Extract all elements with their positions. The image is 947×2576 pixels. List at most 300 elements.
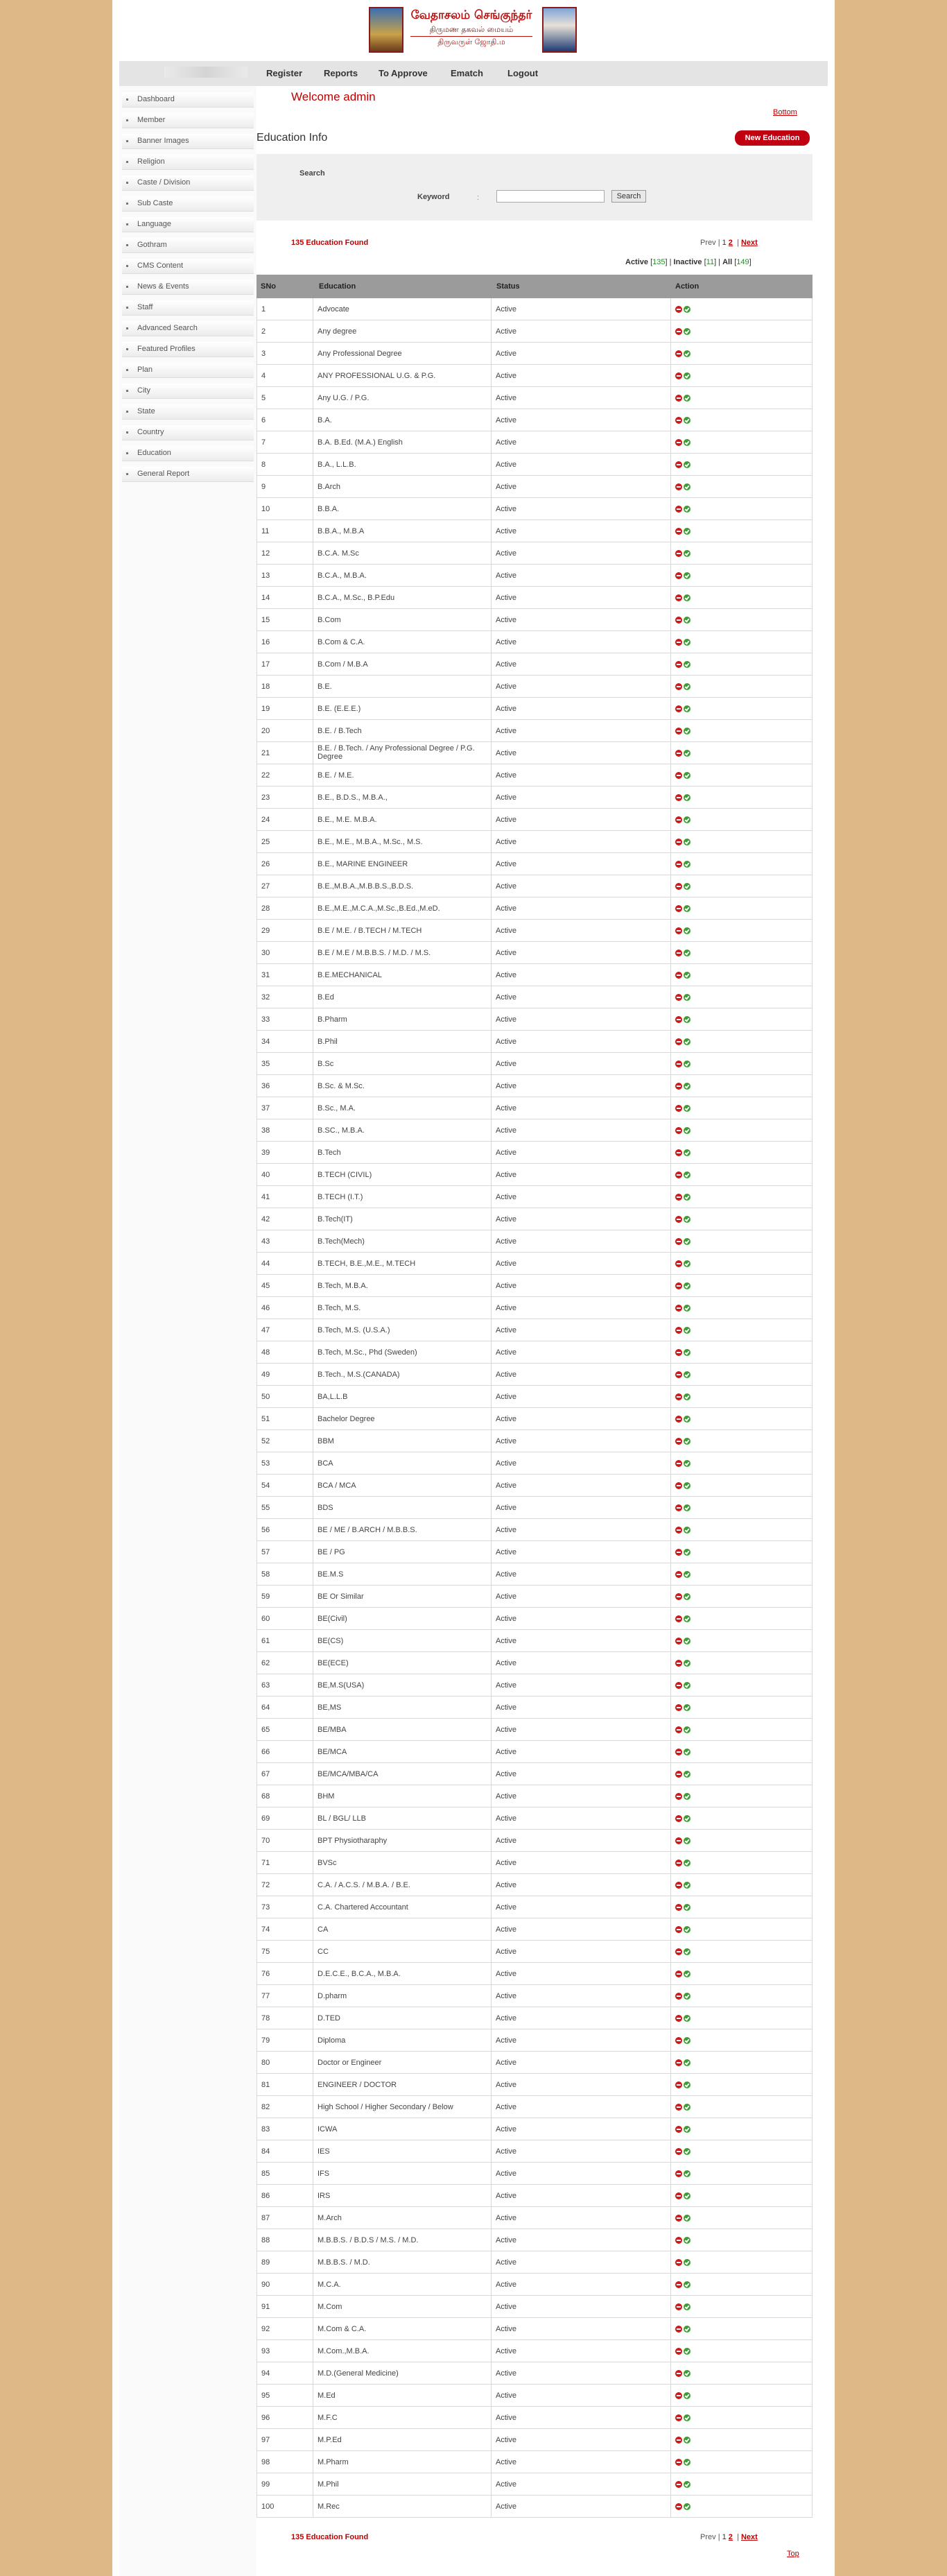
green-check-icon[interactable] bbox=[684, 705, 690, 712]
red-delete-icon[interactable] bbox=[675, 395, 682, 402]
red-delete-icon[interactable] bbox=[675, 1726, 682, 1733]
red-delete-icon[interactable] bbox=[675, 1149, 682, 1156]
red-delete-icon[interactable] bbox=[675, 1660, 682, 1667]
green-check-icon[interactable] bbox=[684, 1837, 690, 1844]
green-check-icon[interactable] bbox=[684, 728, 690, 735]
green-check-icon[interactable] bbox=[684, 994, 690, 1001]
green-check-icon[interactable] bbox=[684, 1504, 690, 1511]
red-delete-icon[interactable] bbox=[675, 1061, 682, 1067]
table-row bbox=[257, 1563, 813, 1586]
cell-education bbox=[313, 1164, 492, 1185]
red-delete-icon[interactable] bbox=[675, 772, 682, 779]
status-text: Active bbox=[496, 2458, 516, 2466]
green-check-icon[interactable] bbox=[684, 1615, 690, 1622]
next-link[interactable]: Next bbox=[740, 239, 758, 247]
red-delete-icon[interactable] bbox=[675, 1238, 682, 1245]
green-check-icon[interactable] bbox=[684, 2104, 690, 2111]
status-text: Active bbox=[496, 660, 516, 669]
green-check-icon[interactable] bbox=[684, 927, 690, 934]
cell-action bbox=[671, 2451, 812, 2473]
green-check-icon[interactable] bbox=[684, 2392, 690, 2399]
red-delete-icon[interactable] bbox=[675, 683, 682, 690]
green-check-icon[interactable] bbox=[684, 1970, 690, 1977]
red-delete-icon[interactable] bbox=[675, 1127, 682, 1134]
green-check-icon[interactable] bbox=[684, 1948, 690, 1955]
red-delete-icon[interactable] bbox=[675, 2392, 682, 2399]
cell-status bbox=[492, 942, 671, 963]
red-delete-icon[interactable] bbox=[675, 1948, 682, 1955]
red-delete-icon[interactable] bbox=[675, 705, 682, 712]
green-check-icon[interactable] bbox=[684, 572, 690, 579]
green-check-icon[interactable] bbox=[684, 750, 690, 757]
sidebar-item-banner-images[interactable] bbox=[119, 132, 257, 150]
sidebar-item-general-report[interactable] bbox=[119, 465, 257, 483]
red-delete-icon[interactable] bbox=[675, 1549, 682, 1556]
sidebar-item-sub-caste[interactable] bbox=[119, 194, 257, 212]
green-check-icon[interactable] bbox=[684, 1061, 690, 1067]
green-check-icon[interactable] bbox=[684, 1882, 690, 1889]
next-link[interactable]: Next bbox=[740, 2533, 758, 2541]
green-check-icon[interactable] bbox=[684, 1438, 690, 1445]
cell-status bbox=[492, 653, 671, 675]
cell-education bbox=[313, 1785, 492, 1807]
red-delete-icon[interactable] bbox=[675, 328, 682, 335]
green-check-icon[interactable] bbox=[684, 1238, 690, 1245]
red-delete-icon[interactable] bbox=[675, 661, 682, 668]
sidebar-item-religion[interactable] bbox=[119, 153, 257, 171]
green-check-icon[interactable] bbox=[684, 1926, 690, 1933]
green-check-icon[interactable] bbox=[684, 1726, 690, 1733]
nav-search-field[interactable] bbox=[164, 67, 247, 78]
education-text: M.Com.,M.B.A. bbox=[318, 2347, 370, 2355]
red-delete-icon[interactable] bbox=[675, 2414, 682, 2421]
green-check-icon[interactable] bbox=[684, 306, 690, 313]
cell-action bbox=[671, 1563, 812, 1585]
sidebar-item-gothram[interactable] bbox=[119, 236, 257, 254]
page-2-link[interactable]: 2 bbox=[728, 2533, 733, 2541]
cell-action bbox=[671, 1852, 812, 1873]
red-delete-icon[interactable] bbox=[675, 2281, 682, 2288]
sidebar-item-country[interactable] bbox=[119, 423, 257, 441]
green-check-icon[interactable] bbox=[684, 861, 690, 868]
red-delete-icon[interactable] bbox=[675, 2481, 682, 2488]
red-delete-icon[interactable] bbox=[675, 728, 682, 735]
green-check-icon[interactable] bbox=[684, 1815, 690, 1822]
education-text: BE(Civil) bbox=[318, 1615, 347, 1623]
sidebar-item-caste-division[interactable] bbox=[119, 173, 257, 191]
green-check-icon[interactable] bbox=[684, 950, 690, 956]
green-check-icon[interactable] bbox=[684, 905, 690, 912]
red-delete-icon[interactable] bbox=[675, 1771, 682, 1778]
red-delete-icon[interactable] bbox=[675, 816, 682, 823]
green-check-icon[interactable] bbox=[684, 1416, 690, 1423]
green-check-icon[interactable] bbox=[684, 1682, 690, 1689]
red-delete-icon[interactable] bbox=[675, 1882, 682, 1889]
red-delete-icon[interactable] bbox=[675, 1038, 682, 1045]
green-check-icon[interactable] bbox=[684, 2481, 690, 2488]
cell-sno bbox=[257, 720, 313, 741]
red-delete-icon[interactable] bbox=[675, 927, 682, 934]
red-delete-icon[interactable] bbox=[675, 1105, 682, 1112]
green-check-icon[interactable] bbox=[684, 1660, 690, 1667]
red-delete-icon[interactable] bbox=[675, 1970, 682, 1977]
welcome-text: Welcome admin bbox=[291, 90, 376, 103]
red-delete-icon[interactable] bbox=[675, 1216, 682, 1223]
education-text: B.E. bbox=[318, 682, 332, 691]
red-delete-icon[interactable] bbox=[675, 1305, 682, 1312]
red-delete-icon[interactable] bbox=[675, 2459, 682, 2466]
green-check-icon[interactable] bbox=[684, 1194, 690, 1201]
bottom-link[interactable]: Bottom bbox=[773, 108, 797, 117]
cell-sno bbox=[257, 2251, 313, 2273]
green-check-icon[interactable] bbox=[684, 617, 690, 624]
table-row bbox=[257, 431, 813, 454]
red-delete-icon[interactable] bbox=[675, 639, 682, 646]
education-text: CC bbox=[318, 1948, 329, 1956]
red-delete-icon[interactable] bbox=[675, 2503, 682, 2510]
green-check-icon[interactable] bbox=[684, 1571, 690, 1578]
green-check-icon[interactable] bbox=[684, 1993, 690, 2000]
sidebar-item-education[interactable] bbox=[119, 444, 257, 462]
education-text: BL / BGL/ LLB bbox=[318, 1814, 366, 1823]
red-delete-icon[interactable] bbox=[675, 1638, 682, 1645]
red-delete-icon[interactable] bbox=[675, 994, 682, 1001]
red-delete-icon[interactable] bbox=[675, 1571, 682, 1578]
cell-status bbox=[492, 964, 671, 986]
green-check-icon[interactable] bbox=[684, 1793, 690, 1800]
inactive-filter[interactable]: Inactive bbox=[673, 258, 702, 266]
red-delete-icon[interactable] bbox=[675, 1482, 682, 1489]
red-delete-icon[interactable] bbox=[675, 1438, 682, 1445]
all-filter[interactable]: All bbox=[722, 258, 733, 266]
education-text: BBM bbox=[318, 1437, 334, 1445]
nav-logout[interactable]: Logout bbox=[507, 68, 539, 78]
page-2-link[interactable]: 2 bbox=[728, 239, 733, 247]
cell-education bbox=[313, 1008, 492, 1030]
status-text: Active bbox=[496, 1526, 516, 1534]
green-check-icon[interactable] bbox=[684, 1038, 690, 1045]
red-delete-icon[interactable] bbox=[675, 1416, 682, 1423]
table-row bbox=[257, 1452, 813, 1475]
site-logo[interactable] bbox=[369, 7, 577, 51]
green-check-icon[interactable] bbox=[684, 1393, 690, 1400]
table-row bbox=[257, 1586, 813, 1608]
red-delete-icon[interactable] bbox=[675, 1349, 682, 1356]
red-delete-icon[interactable] bbox=[675, 2259, 682, 2266]
education-text: Any Professional Degree bbox=[318, 350, 402, 358]
red-delete-icon[interactable] bbox=[675, 905, 682, 912]
green-check-icon[interactable] bbox=[684, 1305, 690, 1312]
red-delete-icon[interactable] bbox=[675, 2148, 682, 2155]
status-text: Active bbox=[496, 2236, 516, 2244]
green-check-icon[interactable] bbox=[684, 2437, 690, 2444]
green-check-icon[interactable] bbox=[684, 883, 690, 890]
search-button[interactable]: Search bbox=[611, 190, 646, 203]
green-check-icon[interactable] bbox=[684, 328, 690, 335]
red-delete-icon[interactable] bbox=[675, 1860, 682, 1866]
green-check-icon[interactable] bbox=[684, 1327, 690, 1334]
top-link[interactable]: Top bbox=[787, 2550, 799, 2558]
green-check-icon[interactable] bbox=[684, 2414, 690, 2421]
red-delete-icon[interactable] bbox=[675, 972, 682, 979]
red-delete-icon[interactable] bbox=[675, 2104, 682, 2111]
red-delete-icon[interactable] bbox=[675, 1704, 682, 1711]
sidebar-item-dashboard[interactable] bbox=[119, 90, 257, 108]
red-delete-icon[interactable] bbox=[675, 2370, 682, 2377]
green-check-icon[interactable] bbox=[684, 2215, 690, 2222]
green-check-icon[interactable] bbox=[684, 1216, 690, 1223]
nav-reports[interactable]: Reports bbox=[324, 68, 358, 78]
cell-education bbox=[313, 520, 492, 542]
cell-sno bbox=[257, 1031, 313, 1052]
green-check-icon[interactable] bbox=[684, 1149, 690, 1156]
red-delete-icon[interactable] bbox=[675, 550, 682, 557]
green-check-icon[interactable] bbox=[684, 594, 690, 601]
green-check-icon[interactable] bbox=[684, 1704, 690, 1711]
red-delete-icon[interactable] bbox=[675, 439, 682, 446]
green-check-icon[interactable] bbox=[684, 1860, 690, 1866]
green-check-icon[interactable] bbox=[684, 550, 690, 557]
red-delete-icon[interactable] bbox=[675, 1993, 682, 2000]
green-check-icon[interactable] bbox=[684, 2015, 690, 2022]
sidebar-item-advanced-search[interactable] bbox=[119, 319, 257, 337]
sidebar-item-cms-content[interactable] bbox=[119, 257, 257, 275]
green-check-icon[interactable] bbox=[684, 528, 690, 535]
red-delete-icon[interactable] bbox=[675, 2126, 682, 2133]
red-delete-icon[interactable] bbox=[675, 1327, 682, 1334]
status-text: Active bbox=[496, 993, 516, 1002]
red-delete-icon[interactable] bbox=[675, 2037, 682, 2044]
red-delete-icon[interactable] bbox=[675, 2303, 682, 2310]
red-delete-icon[interactable] bbox=[675, 1749, 682, 1755]
cell-education bbox=[313, 409, 492, 431]
red-delete-icon[interactable] bbox=[675, 1460, 682, 1467]
red-delete-icon[interactable] bbox=[675, 306, 682, 313]
red-delete-icon[interactable] bbox=[675, 2348, 682, 2355]
green-check-icon[interactable] bbox=[684, 972, 690, 979]
green-check-icon[interactable] bbox=[684, 1482, 690, 1489]
red-delete-icon[interactable] bbox=[675, 2437, 682, 2444]
red-delete-icon[interactable] bbox=[675, 417, 682, 424]
green-check-icon[interactable] bbox=[684, 1260, 690, 1267]
green-check-icon[interactable] bbox=[684, 1016, 690, 1023]
red-delete-icon[interactable] bbox=[675, 2015, 682, 2022]
bullet-icon bbox=[126, 452, 128, 454]
red-delete-icon[interactable] bbox=[675, 1682, 682, 1689]
green-check-icon[interactable] bbox=[684, 1127, 690, 1134]
red-delete-icon[interactable] bbox=[675, 528, 682, 535]
sno-text: 16 bbox=[261, 638, 270, 646]
red-delete-icon[interactable] bbox=[675, 1260, 682, 1267]
sidebar-item-plan[interactable] bbox=[119, 361, 257, 379]
red-delete-icon[interactable] bbox=[675, 461, 682, 468]
red-delete-icon[interactable] bbox=[675, 794, 682, 801]
red-delete-icon[interactable] bbox=[675, 2081, 682, 2088]
sidebar-item-city[interactable] bbox=[119, 381, 257, 400]
red-delete-icon[interactable] bbox=[675, 1083, 682, 1090]
green-check-icon[interactable] bbox=[684, 1527, 690, 1534]
red-delete-icon[interactable] bbox=[675, 1926, 682, 1933]
cell-sno bbox=[257, 1408, 313, 1429]
red-delete-icon[interactable] bbox=[675, 750, 682, 757]
green-check-icon[interactable] bbox=[684, 1105, 690, 1112]
red-delete-icon[interactable] bbox=[675, 1393, 682, 1400]
green-check-icon[interactable] bbox=[684, 2192, 690, 2199]
table-row bbox=[257, 1497, 813, 1519]
cell-status bbox=[492, 1741, 671, 1762]
cell-sno bbox=[257, 1985, 313, 2007]
red-delete-icon[interactable] bbox=[675, 2326, 682, 2333]
green-check-icon[interactable] bbox=[684, 794, 690, 801]
table-row bbox=[257, 298, 813, 320]
green-check-icon[interactable] bbox=[684, 2237, 690, 2244]
cell-action bbox=[671, 365, 812, 386]
cell-education bbox=[313, 809, 492, 830]
red-delete-icon[interactable] bbox=[675, 2237, 682, 2244]
green-check-icon[interactable] bbox=[684, 417, 690, 424]
green-check-icon[interactable] bbox=[684, 1904, 690, 1911]
red-delete-icon[interactable] bbox=[675, 617, 682, 624]
green-check-icon[interactable] bbox=[684, 839, 690, 845]
red-delete-icon[interactable] bbox=[675, 2192, 682, 2199]
sidebar-item-language[interactable] bbox=[119, 215, 257, 233]
green-check-icon[interactable] bbox=[684, 395, 690, 402]
green-check-icon[interactable] bbox=[684, 2370, 690, 2377]
red-delete-icon[interactable] bbox=[675, 506, 682, 513]
green-check-icon[interactable] bbox=[684, 1282, 690, 1289]
green-check-icon[interactable] bbox=[684, 372, 690, 379]
green-check-icon[interactable] bbox=[684, 2503, 690, 2510]
red-delete-icon[interactable] bbox=[675, 839, 682, 845]
cell-status bbox=[492, 1963, 671, 1984]
red-delete-icon[interactable] bbox=[675, 2059, 682, 2066]
status-text: Active bbox=[496, 727, 516, 735]
cell-sno bbox=[257, 698, 313, 719]
green-check-icon[interactable] bbox=[684, 2259, 690, 2266]
red-delete-icon[interactable] bbox=[675, 1593, 682, 1600]
cell-education bbox=[313, 1142, 492, 1163]
new-education-button[interactable]: New Education bbox=[735, 130, 810, 146]
sidebar-item-featured-profiles[interactable] bbox=[119, 340, 257, 358]
green-check-icon[interactable] bbox=[684, 2126, 690, 2133]
red-delete-icon[interactable] bbox=[675, 1837, 682, 1844]
green-check-icon[interactable] bbox=[684, 1083, 690, 1090]
red-delete-icon[interactable] bbox=[675, 1904, 682, 1911]
status-text: Active bbox=[496, 1260, 516, 1268]
green-check-icon[interactable] bbox=[684, 461, 690, 468]
red-delete-icon[interactable] bbox=[675, 1194, 682, 1201]
keyword-colon: : bbox=[477, 194, 480, 202]
green-check-icon[interactable] bbox=[684, 1349, 690, 1356]
sidebar-item-state[interactable] bbox=[119, 402, 257, 420]
red-delete-icon[interactable] bbox=[675, 2170, 682, 2177]
red-delete-icon[interactable] bbox=[675, 1016, 682, 1023]
green-check-icon[interactable] bbox=[684, 2148, 690, 2155]
green-check-icon[interactable] bbox=[684, 2037, 690, 2044]
sidebar-item-news-events[interactable] bbox=[119, 277, 257, 295]
green-check-icon[interactable] bbox=[684, 661, 690, 668]
red-delete-icon[interactable] bbox=[675, 1793, 682, 1800]
red-delete-icon[interactable] bbox=[675, 1815, 682, 1822]
cell-sno bbox=[257, 875, 313, 897]
green-check-icon[interactable] bbox=[684, 1171, 690, 1178]
green-check-icon[interactable] bbox=[684, 1771, 690, 1778]
red-delete-icon[interactable] bbox=[675, 1504, 682, 1511]
cell-sno bbox=[257, 2096, 313, 2118]
nav-to-approve[interactable]: To Approve bbox=[379, 68, 428, 78]
red-delete-icon[interactable] bbox=[675, 572, 682, 579]
green-check-icon[interactable] bbox=[684, 1549, 690, 1556]
green-check-icon[interactable] bbox=[684, 639, 690, 646]
green-check-icon[interactable] bbox=[684, 772, 690, 779]
green-check-icon[interactable] bbox=[684, 2459, 690, 2466]
green-check-icon[interactable] bbox=[684, 2081, 690, 2088]
green-check-icon[interactable] bbox=[684, 2303, 690, 2310]
green-check-icon[interactable] bbox=[684, 2348, 690, 2355]
sidebar-item-member[interactable] bbox=[119, 111, 257, 129]
red-delete-icon[interactable] bbox=[675, 950, 682, 956]
green-check-icon[interactable] bbox=[684, 683, 690, 690]
red-delete-icon[interactable] bbox=[675, 2215, 682, 2222]
green-check-icon[interactable] bbox=[684, 1749, 690, 1755]
red-delete-icon[interactable] bbox=[675, 350, 682, 357]
green-check-icon[interactable] bbox=[684, 350, 690, 357]
red-delete-icon[interactable] bbox=[675, 1615, 682, 1622]
green-check-icon[interactable] bbox=[684, 483, 690, 490]
green-check-icon[interactable] bbox=[684, 816, 690, 823]
green-check-icon[interactable] bbox=[684, 1371, 690, 1378]
red-delete-icon[interactable] bbox=[675, 1371, 682, 1378]
green-check-icon[interactable] bbox=[684, 1460, 690, 1467]
cell-action bbox=[671, 1586, 812, 1607]
sidebar-item-staff[interactable] bbox=[119, 298, 257, 316]
education-text: Diploma bbox=[318, 2036, 346, 2045]
green-check-icon[interactable] bbox=[684, 2059, 690, 2066]
cell-education bbox=[313, 2318, 492, 2339]
sno-text: 35 bbox=[261, 1060, 270, 1068]
nav-ematch[interactable]: Ematch bbox=[451, 68, 483, 78]
green-check-icon[interactable] bbox=[684, 1638, 690, 1645]
cell-action bbox=[671, 1719, 812, 1740]
red-delete-icon[interactable] bbox=[675, 883, 682, 890]
red-delete-icon[interactable] bbox=[675, 1171, 682, 1178]
green-check-icon[interactable] bbox=[684, 439, 690, 446]
cell-sno bbox=[257, 1719, 313, 1740]
red-delete-icon[interactable] bbox=[675, 372, 682, 379]
cell-status bbox=[492, 320, 671, 342]
cell-action bbox=[671, 454, 812, 475]
red-delete-icon[interactable] bbox=[675, 483, 682, 490]
red-delete-icon[interactable] bbox=[675, 1527, 682, 1534]
active-filter[interactable]: Active bbox=[625, 258, 649, 266]
logo-tagline: திருவருள் ஜோதி.ம bbox=[437, 37, 505, 46]
nav-register[interactable]: Register bbox=[266, 68, 303, 78]
green-check-icon[interactable] bbox=[684, 506, 690, 513]
education-text: B.C.A., M.B.A. bbox=[318, 572, 367, 580]
green-check-icon[interactable] bbox=[684, 2170, 690, 2177]
green-check-icon[interactable] bbox=[684, 2281, 690, 2288]
cell-sno bbox=[257, 498, 313, 520]
status-text: Active bbox=[496, 2258, 516, 2267]
education-text: B.Phil bbox=[318, 1038, 338, 1046]
green-check-icon[interactable] bbox=[684, 1593, 690, 1600]
red-delete-icon[interactable] bbox=[675, 1282, 682, 1289]
green-check-icon[interactable] bbox=[684, 2326, 690, 2333]
red-delete-icon[interactable] bbox=[675, 861, 682, 868]
keyword-input[interactable] bbox=[496, 190, 605, 203]
red-delete-icon[interactable] bbox=[675, 594, 682, 601]
cell-education bbox=[313, 2052, 492, 2073]
